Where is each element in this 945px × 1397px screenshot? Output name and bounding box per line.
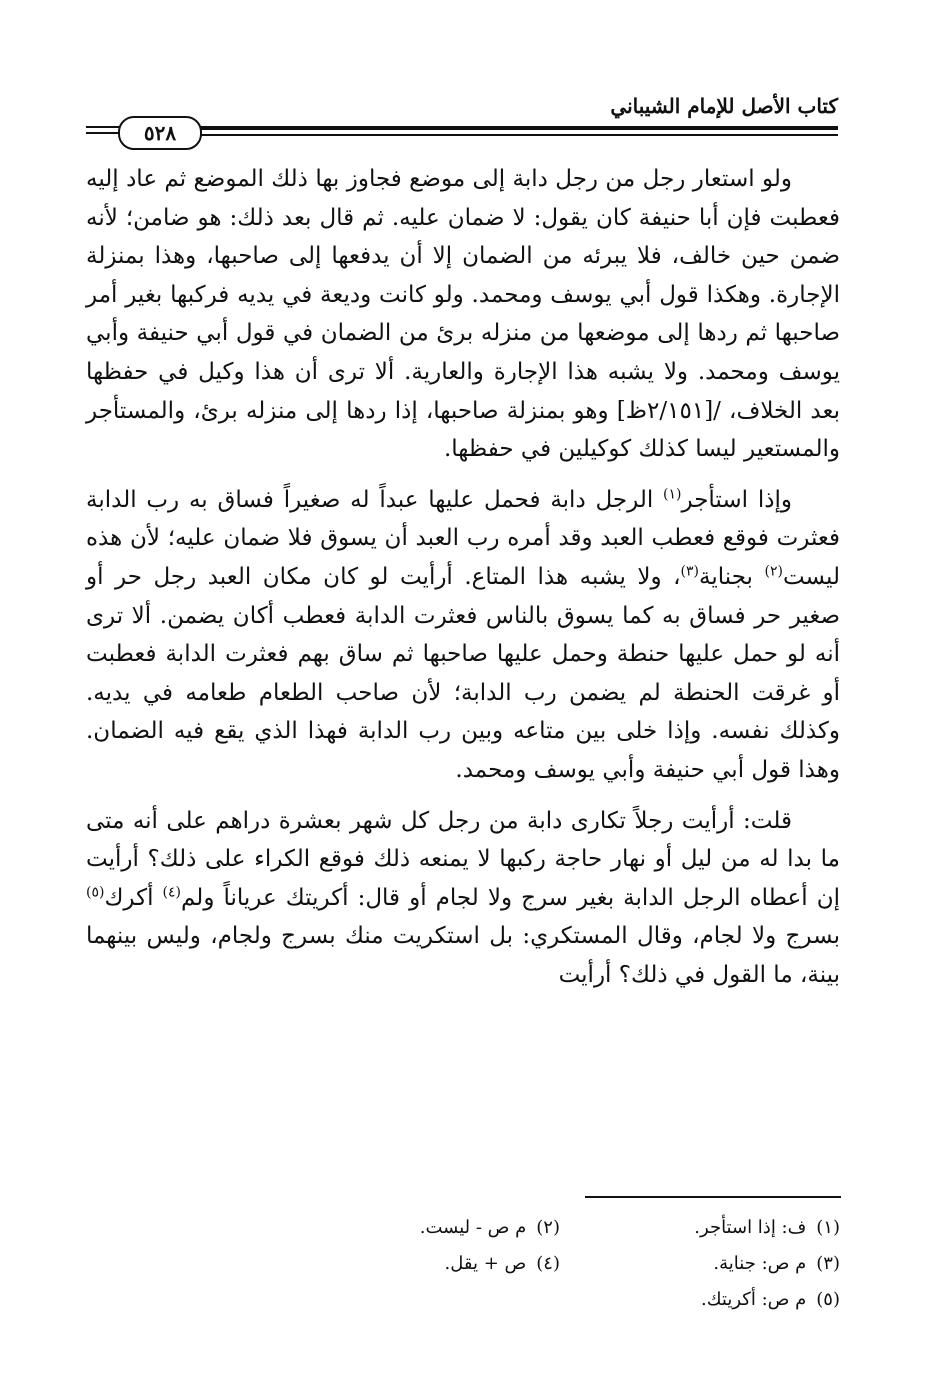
footnote-ref[interactable]: (٢) xyxy=(764,563,783,580)
paragraph-1 xyxy=(86,160,840,469)
footnote-number: (٥) xyxy=(816,1289,840,1310)
main-text xyxy=(86,160,840,994)
header-rule-thick xyxy=(194,126,838,130)
book-title: كتاب الأصل للإمام الشيباني xyxy=(610,94,838,118)
footnote xyxy=(280,1246,560,1282)
footnote xyxy=(560,1210,840,1246)
footnote xyxy=(560,1246,840,1282)
paragraph-text: أكرك xyxy=(104,884,163,911)
footnote-ref[interactable]: (٣) xyxy=(680,563,700,580)
footnote-number: (١) xyxy=(816,1217,840,1238)
footnote-ref[interactable]: (١) xyxy=(663,486,682,503)
footnote-number: (٤) xyxy=(536,1253,560,1274)
paragraph-3 xyxy=(86,802,840,995)
footnote-text: م ص: جناية. xyxy=(713,1253,807,1274)
page-number: ٥٢٨ xyxy=(118,116,202,150)
paragraph-text: بجناية xyxy=(699,563,765,590)
footnote-divider xyxy=(585,1196,841,1198)
paragraph-2 xyxy=(86,481,840,790)
footnote-number: (٣) xyxy=(816,1253,840,1274)
footnote xyxy=(280,1210,560,1246)
paragraph-text: وإذا استأجر xyxy=(681,486,792,513)
paragraph-text: ولو استعار رجل من رجل دابة إلى موضع فجاوز بها ذلك الموضع ثم عاد إليه فعطبت فإن أبا حنيفة كان يقول: لا ضمان عليه. ثم قال بعد ذلك: هو ضامن؛ لأنه ضمن حين خالف، فلا يبرئه من الضمان إلا أن يدفعها إلى صاحبها، وهذا بمنزلة الإجارة. وهكذا قول أبي يوسف ومحمد. ولو كانت وديعة في يديه فركبها بغير أمر صاحبها ثم ردها إلى موضعها من منزله برئ من الضمان في قول أبي حنيفة وأبي يوسف ومحمد. ولا يشبه هذا الإجارة والعارية. ألا ترى أن هذا وكيل في حفظها بعد الخلاف، /[٢/١٥١ظ] وهو بمنزلة صاحبها، إذا ردها إلى منزله برئ، والمستأجر والمستعير ليسا كذلك كوكيلين في حفظها. xyxy=(86,166,840,463)
footnote xyxy=(560,1282,840,1318)
paragraph-text: الرجل دابة فحمل عليها عبداً له صغيراً فساق به رب الدابة فعثرت فوقع فعطب العبد وقد أمره رب العبد أن يسوق فلا ضمان عليه؛ لأن هذه ليست xyxy=(86,486,840,590)
footnotes xyxy=(280,1210,840,1318)
footnote-text: ف: إذا استأجر. xyxy=(694,1217,807,1238)
footnote-ref[interactable]: (٤) xyxy=(162,884,181,901)
footnote-row xyxy=(280,1282,840,1318)
page-header xyxy=(86,82,838,152)
footnote-row xyxy=(280,1210,840,1246)
footnote-row xyxy=(280,1246,840,1282)
footnote-text: م ص - ليست. xyxy=(419,1217,527,1238)
paragraph-text: بسرج ولا لجام، وقال المستكري: بل استكريت منك بسرج ولجام، وليس بينهما بينة، ما القول في ذلك؟ أرأيت xyxy=(86,923,840,988)
footnote-text: ص + يقل. xyxy=(444,1253,527,1274)
footnote-text: م ص: أكريتك. xyxy=(701,1289,807,1310)
footnote-number: (٢) xyxy=(536,1217,560,1238)
paragraph-text: قلت: أرأيت رجلاً تكارى دابة من رجل كل شهر بعشرة دراهم على أنه متى ما بدا له من ليل أو نهار حاجة ركبها لا يمنعه ذلك فوقع الكراء على ذلك؟ أرأيت إن أعطاه الرجل الدابة بغير سرج ولا لجام أو قال: أكريتك عرياناً ولم xyxy=(86,807,840,911)
header-rule-thin xyxy=(194,134,838,136)
paragraph-text: ، ولا يشبه هذا المتاع. أرأيت لو كان مكان العبد رجل حر أو صغير حر فساق به كما يسوق بالناس فعثرت الدابة فعطب أكان يضمن. ألا ترى أنه لو حمل عليها حنطة وحمل عليها صاحبها ثم ساق بهم فعثرت الدابة فعطبت أو غرقت الحنطة لم يضمن رب الدابة؛ لأن صاحب الطعام طعامه في يديه. وكذلك نفسه. وإذا خلى بين متاعه وبين رب الدابة فهذا الذي يقع فيه الضمان. وهذا قول أبي حنيفة وأبي يوسف ومحمد. xyxy=(86,563,840,783)
footnote-ref[interactable]: (٥) xyxy=(86,884,105,901)
